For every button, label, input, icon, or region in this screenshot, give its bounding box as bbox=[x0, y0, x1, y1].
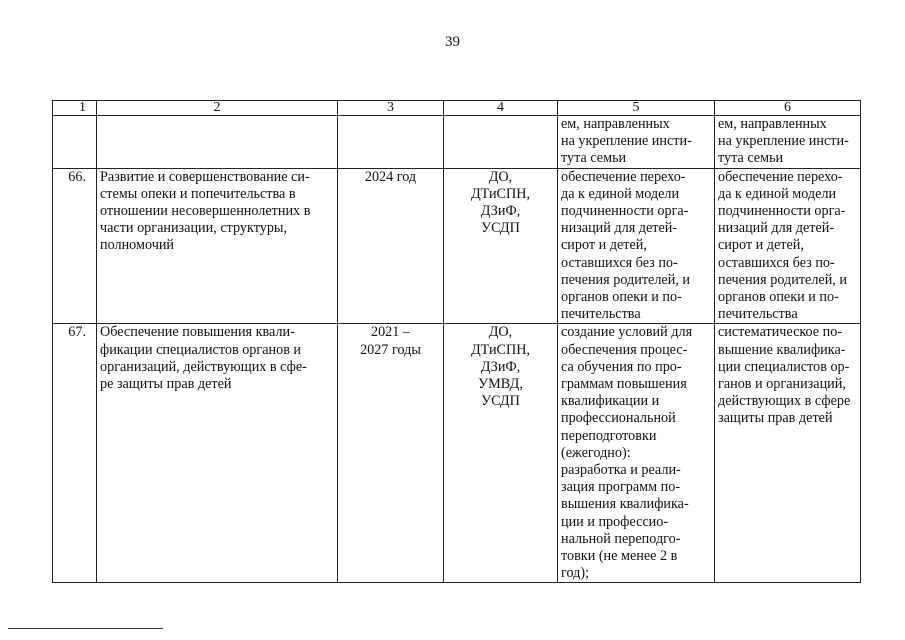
text-line: печения родителей, и bbox=[561, 271, 690, 288]
text-line: (ежегодно): bbox=[561, 444, 631, 461]
text-line: обеспечение перехо- bbox=[718, 168, 843, 185]
header-cell-5: 5 bbox=[558, 101, 715, 116]
text-line: переподготовки bbox=[561, 427, 657, 444]
text-line: печительства bbox=[561, 306, 641, 323]
text-line: фикации специалистов органов и bbox=[100, 341, 302, 358]
measure-title bbox=[97, 324, 338, 583]
text-line: сирот и детей, bbox=[561, 237, 647, 254]
measure-title bbox=[97, 168, 338, 324]
text-line: оставшихся без по- bbox=[561, 254, 678, 271]
text-line: разработка и реали- bbox=[561, 462, 681, 479]
text-line: защиты прав детей bbox=[718, 410, 833, 427]
text-line: товки (не менее 2 в bbox=[561, 548, 678, 565]
text-line: Развитие и совершенствование си- bbox=[100, 168, 310, 185]
text-line: са обучения по про- bbox=[561, 358, 682, 375]
text-line: УСДП bbox=[481, 220, 520, 237]
text-line: Обеспечение повышения квали- bbox=[100, 324, 295, 341]
text-line: тута семьи bbox=[718, 150, 784, 167]
text-line: вышение квалифика- bbox=[718, 341, 846, 358]
text-line: оставшихся без по- bbox=[718, 254, 835, 271]
result-cell bbox=[558, 324, 715, 583]
text-line: сирот и детей, bbox=[718, 237, 804, 254]
deadline-cell bbox=[338, 168, 444, 324]
text-line: печительства bbox=[718, 306, 798, 323]
text-line: год); bbox=[561, 565, 590, 582]
text-line: обеспечения процес- bbox=[561, 341, 688, 358]
text-line: полномочий bbox=[100, 237, 175, 254]
cont-cell-6 bbox=[715, 116, 861, 169]
text-line: 2027 годы bbox=[360, 341, 421, 358]
row-number: 67. bbox=[53, 324, 97, 583]
text-line: стемы опеки и попечительства в bbox=[100, 185, 296, 202]
cont-cell-3 bbox=[338, 116, 444, 169]
text-line: да к единой модели bbox=[718, 185, 837, 202]
text-line: ре защиты прав детей bbox=[100, 376, 232, 393]
header-cell-3: 3 bbox=[338, 101, 444, 116]
header-cell-6: 6 bbox=[715, 101, 861, 116]
text-line: печения родителей, и bbox=[718, 271, 847, 288]
text-line: на укрепление инсти- bbox=[561, 133, 692, 150]
effect-cell bbox=[715, 168, 861, 324]
text-line: систематическое по- bbox=[718, 324, 843, 341]
table-header-row bbox=[53, 101, 861, 116]
text-line: ем, направленных bbox=[561, 116, 670, 132]
text-line: да к единой модели bbox=[561, 185, 680, 202]
text-line: подчиненности орга- bbox=[718, 203, 846, 220]
text-line: ДЗиФ, bbox=[480, 358, 521, 375]
text-line: низаций для детей- bbox=[561, 220, 678, 237]
text-line: УМВД, bbox=[478, 376, 523, 393]
text-line: органов опеки и по- bbox=[561, 289, 682, 306]
text-line: ции и профессио- bbox=[561, 513, 669, 530]
table-row-66 bbox=[53, 168, 861, 324]
text-line: ДО, bbox=[488, 324, 513, 341]
text-line: 2021 – bbox=[370, 324, 410, 341]
text-line: профессиональной bbox=[561, 410, 676, 427]
text-line: ганов и организаций, bbox=[718, 376, 846, 393]
header-cell-2: 2 bbox=[97, 101, 338, 116]
text-line: граммам повышения bbox=[561, 376, 687, 393]
text-line: квалификации и bbox=[561, 393, 660, 410]
text-line: вышения квалифика- bbox=[561, 496, 689, 513]
page-number: 39 bbox=[445, 34, 460, 50]
deadline-cell bbox=[338, 324, 444, 583]
cont-cell-4 bbox=[444, 116, 558, 169]
row-number: 66. bbox=[53, 168, 97, 324]
text-line: УСДП bbox=[481, 393, 520, 410]
text-line: тута семьи bbox=[561, 150, 627, 167]
continuation-row bbox=[53, 116, 861, 169]
text-line: ции специалистов ор- bbox=[718, 358, 850, 375]
text-line: ем, направленных bbox=[718, 116, 827, 132]
text-line: действующих в сфере bbox=[718, 393, 851, 410]
text-line: обеспечение перехо- bbox=[561, 168, 686, 185]
text-line: на укрепление инсти- bbox=[718, 133, 849, 150]
text-line: организаций, действующих в сфе- bbox=[100, 358, 307, 375]
text-line: органов опеки и по- bbox=[718, 289, 839, 306]
text-line: ДТиСПН, bbox=[470, 185, 531, 202]
text-line: низаций для детей- bbox=[718, 220, 835, 237]
result-cell bbox=[558, 168, 715, 324]
header-cell-4: 4 bbox=[444, 101, 558, 116]
plan-table bbox=[52, 100, 861, 583]
text-line: ДТиСПН, bbox=[470, 341, 531, 358]
executors-cell bbox=[444, 324, 558, 583]
text-line: подчиненности орга- bbox=[561, 203, 689, 220]
executors-cell bbox=[444, 168, 558, 324]
text-line: создание условий для bbox=[561, 324, 693, 341]
footnote-divider bbox=[8, 628, 163, 629]
text-line: части организации, структуры, bbox=[100, 220, 287, 237]
text-line: отношении несовершеннолетних в bbox=[100, 203, 311, 220]
text-line: нальной переподго- bbox=[561, 530, 681, 547]
cont-cell-1 bbox=[53, 116, 97, 169]
text-line: ДЗиФ, bbox=[480, 203, 521, 220]
text-line: 2024 год bbox=[364, 168, 417, 185]
effect-cell bbox=[715, 324, 861, 583]
table-row-67 bbox=[53, 324, 861, 583]
cont-cell-2 bbox=[97, 116, 338, 169]
text-line: зация программ по- bbox=[561, 479, 681, 496]
header-cell-1: 1 bbox=[53, 101, 97, 116]
cont-cell-5 bbox=[558, 116, 715, 169]
text-line: ДО, bbox=[488, 168, 513, 185]
